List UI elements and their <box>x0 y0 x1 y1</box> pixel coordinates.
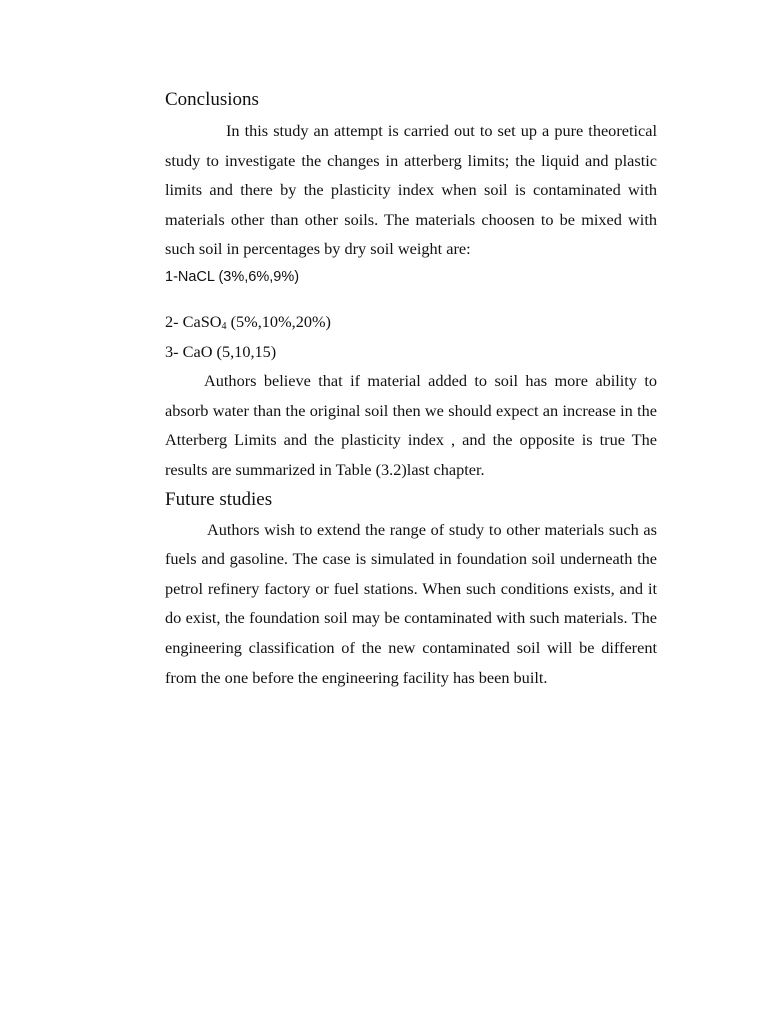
conclusions-paragraph-2: Authors believe that if material added to soil has more ability to absorb water than the original soil then we should expect an increase in the Atterberg Limits and the plasticity index , and the opposite is true The results are summarized in Table (3.2)last chapter. <box>165 371 657 479</box>
material-item-caso4-suffix: (5%,10%,20%) <box>226 311 331 331</box>
future-studies-paragraph: Authors wish to extend the range of study to other materials such as fuels and gasoline. The case is simulated in foundation soil underneath the petrol refinery factory or fuel stations. When such conditions exists, and it do exist, the foundation soil may be contaminated with such materials. The engineering classification of the new contaminated soil will be different from the one before the engineering facility has been built. <box>165 519 657 687</box>
material-item-caso4-subscript: 4 <box>221 320 227 332</box>
material-item-cao: 3- CaO (5,10,15) <box>165 341 277 361</box>
future-studies-heading: Future studies <box>165 488 273 510</box>
conclusions-paragraph-1: In this study an attempt is carried out to set up a pure theoretical study to investigate the changes in atterberg limits; the liquid and plastic limits and there by the plasticity index when soil is contaminated with materials other than other soils. The materials choosen to be mixed with such soil in percentages by dry soil weight are: <box>165 121 657 259</box>
material-item-nacl: 1-NaCL (3%,6%,9%) <box>165 268 300 285</box>
document-page <box>165 86 657 692</box>
material-item-caso4-prefix: 2- CaSO <box>165 311 222 331</box>
material-item-caso4 <box>165 307 657 337</box>
conclusions-heading: Conclusions <box>165 89 259 110</box>
